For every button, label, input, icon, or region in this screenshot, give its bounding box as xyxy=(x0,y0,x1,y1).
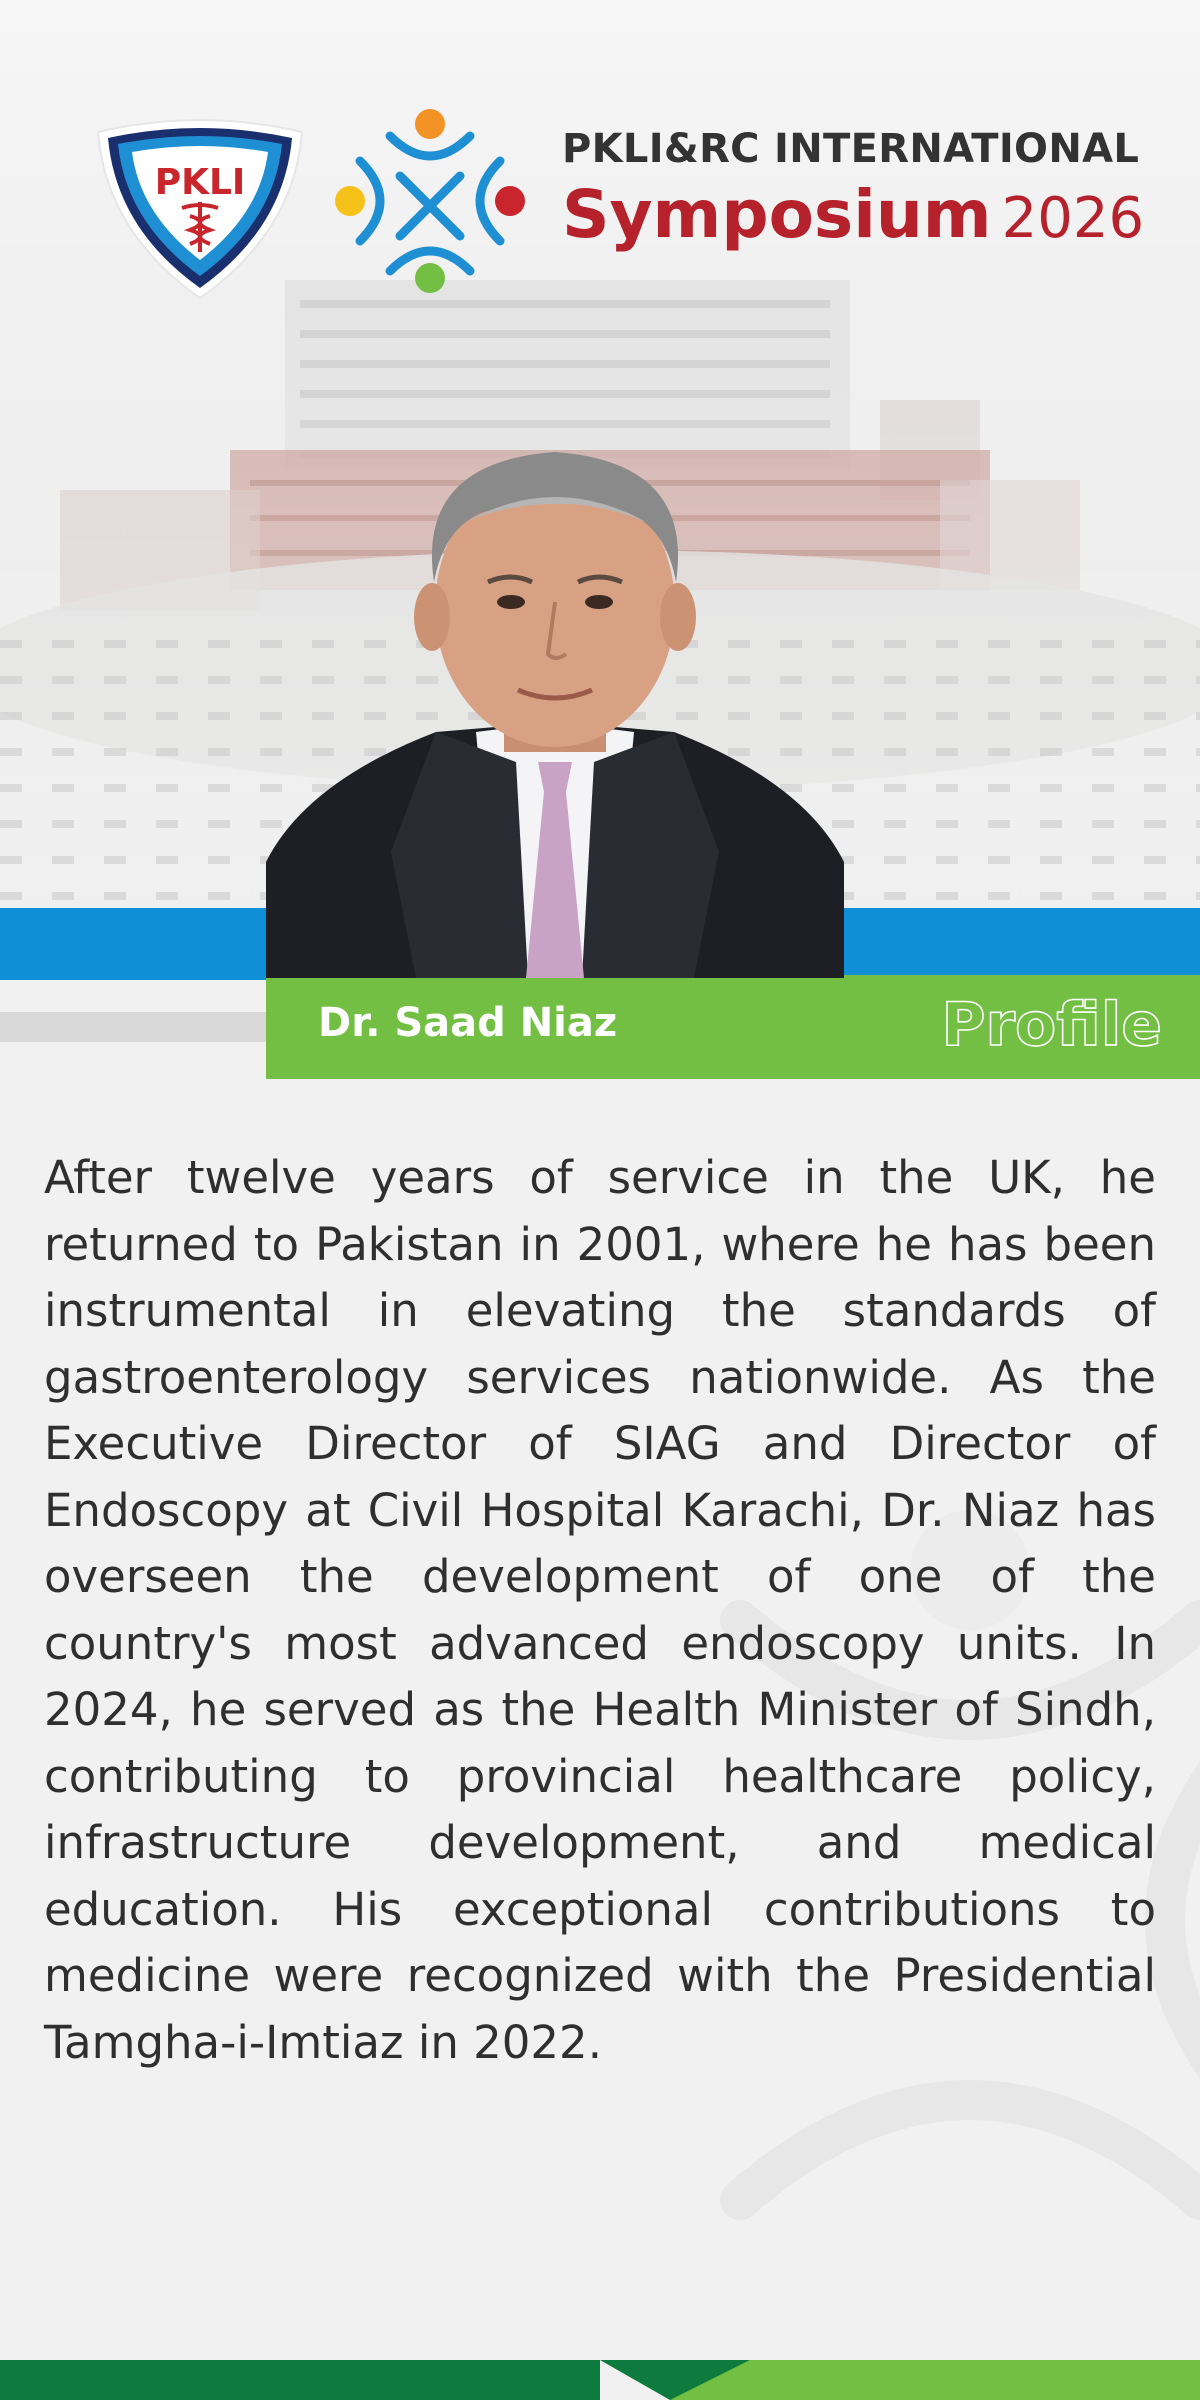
speaker-bio: After twelve years of service in the UK, he returned to Pakistan in 2001, where he has been instrumental in elevating the standards of gastroenterology services nationwide. As the Executive Director of SIAG and Director of Endoscopy at Civil Hospital Karachi, Dr. Niaz has overseen the development of one of the country's most advanced endoscopy units. In 2024, he served as the Health Minister of Sindh, contributing to provincial healthcare policy, infrastructure development, and medical education. His exceptional contributions to medicine were recognized with the Presidential Tamgha-i-Imtiaz in 2022. xyxy=(44,1151,1156,2069)
grey-band xyxy=(0,1012,270,1042)
speaker-portrait xyxy=(266,432,844,978)
profile-label: Profile xyxy=(941,990,1162,1060)
event-title-line1: PKLI&RC INTERNATIONAL xyxy=(562,126,1140,172)
footer-bar-light xyxy=(670,2360,1200,2400)
speaker-name: Dr. Saad Niaz xyxy=(318,1000,618,1046)
symposium-people-logo xyxy=(330,106,530,296)
event-title-line2 xyxy=(562,176,1144,253)
event-title-symposium: Symposium xyxy=(562,176,992,253)
logo-text: PKLI xyxy=(154,162,246,203)
pkli-shield-logo xyxy=(90,112,310,302)
event-year: 2026 xyxy=(1001,186,1145,251)
